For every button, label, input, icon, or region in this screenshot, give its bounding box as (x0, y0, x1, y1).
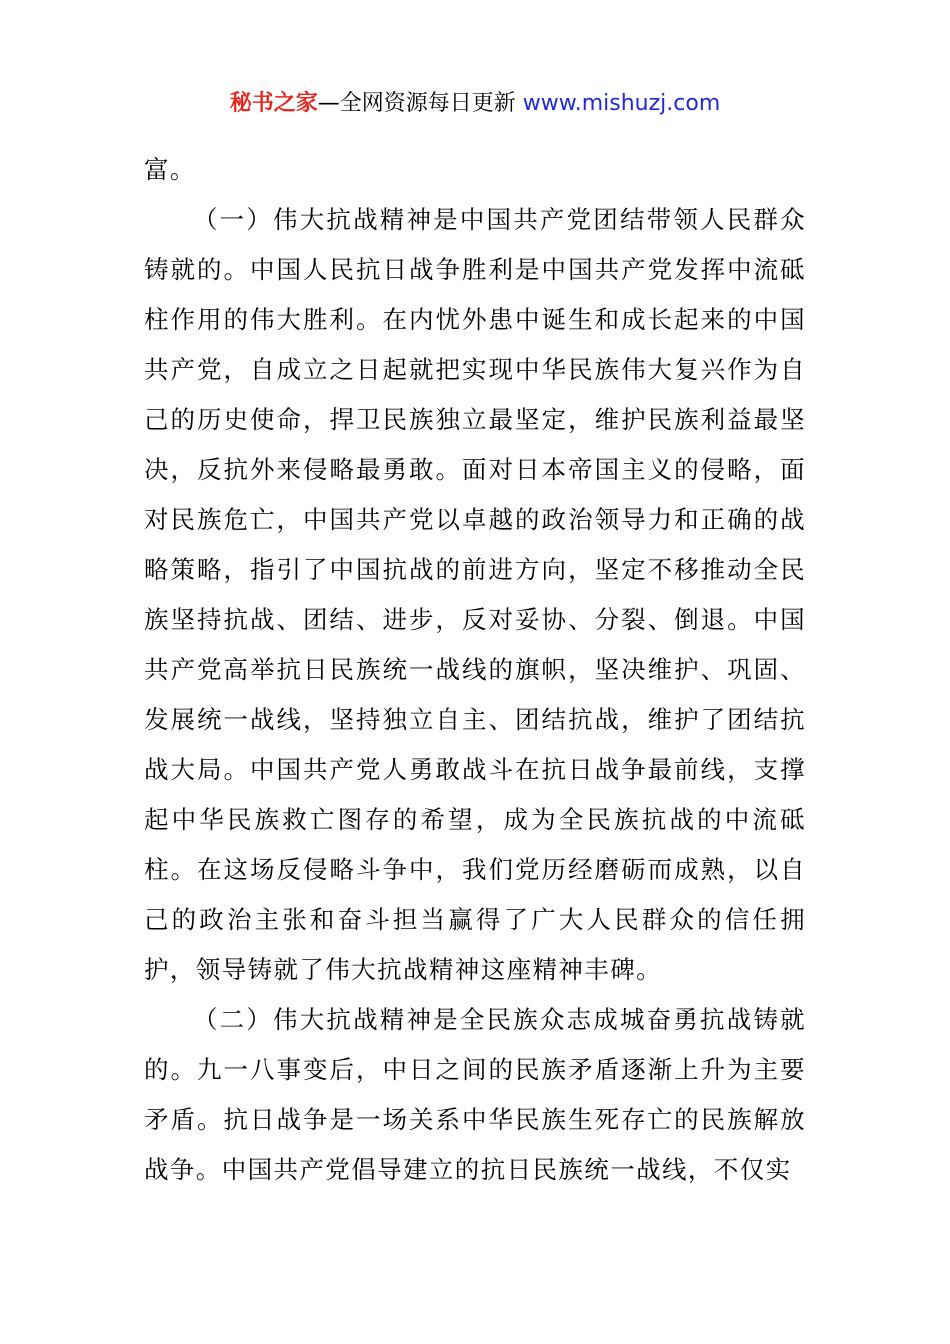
page-header (0, 88, 950, 120)
paragraph-section-two: （二）伟大抗战精神是全民族众志成城奋勇抗战铸就的。九一八事变后，中日之间的民族矛盾逐渐上升为主要矛盾。抗日战争是一场关系中华民族生死存亡的民族解放战争。中国共产党倡导建立的抗日民族统一战线，不仅实 (144, 1005, 806, 1184)
paragraph-section-one: （一）伟大抗战精神是中国共产党团结带领人民群众铸就的。中国人民抗日战争胜利是中国共产党发挥中流砥柱作用的伟大胜利。在内忧外患中诞生和成长起来的中国共产党，自成立之日起就把实现中华民族伟大复兴作为自己的历史使命，捍卫民族独立最坚定，维护民族利益最坚决，反抗外来侵略最勇敢。面对日本帝国主义的侵略，面对民族危亡，中国共产党以卓越的政治领导力和正确的战略策略，指引了中国抗战的前进方向，坚定不移推动全民族坚持抗战、团结、进步，反对妥协、分裂、倒退。中国共产党高举抗日民族统一战线的旗帜，坚决维护、巩固、发展统一战线，坚持独立自主、团结抗战，维护了团结抗战大局。中国共产党人勇敢战斗在抗日战争最前线，支撑起中华民族救亡图存的希望，成为全民族抗战的中流砥柱。在这场反侵略斗争中，我们党历经磨砺而成熟，以自己的政治主张和奋斗担当赢得了广大人民群众的信任拥护，领导铸就了伟大抗战精神这座精神丰碑。 (144, 205, 806, 984)
header-brand: 秘书之家 (229, 91, 318, 116)
header-tagline: —全网资源每日更新 (317, 91, 516, 116)
document-body (144, 145, 806, 1195)
header-site-link[interactable]: www.mishuzj.com (522, 91, 721, 116)
paragraph-continuation: 富。 (144, 155, 196, 184)
